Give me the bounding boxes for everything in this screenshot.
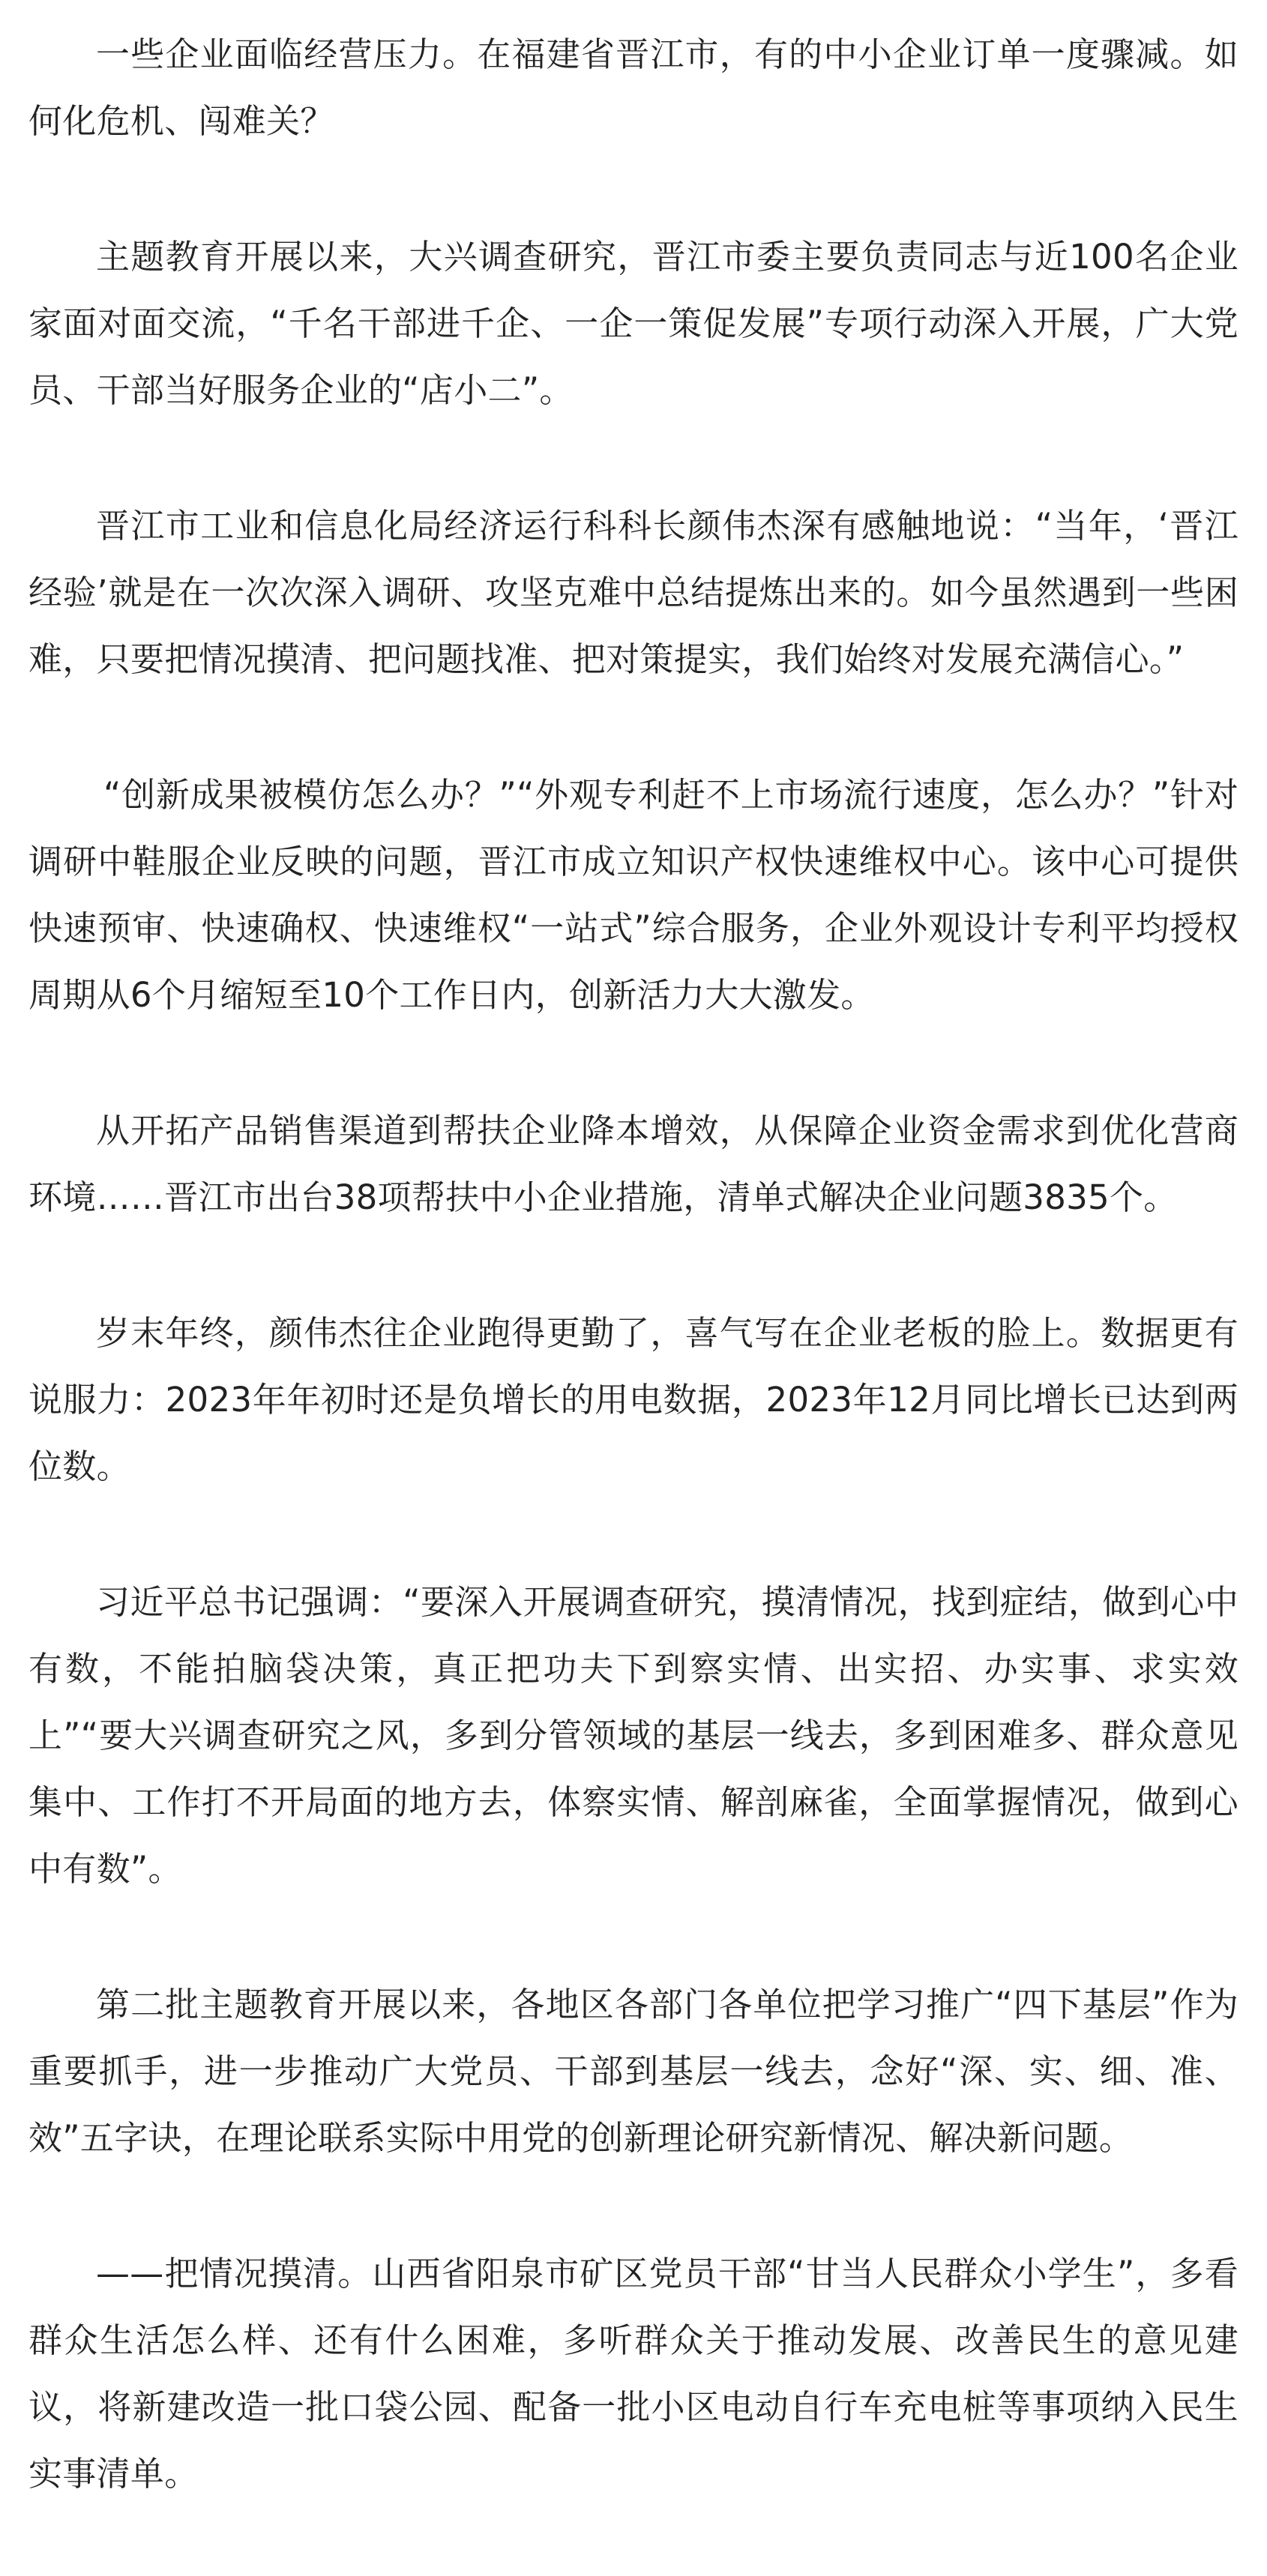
paragraph: 一些企业面临经营压力。在福建省晋江市，有的中小企业订单一度骤减。如何化危机、闯难关？	[28, 34, 1239, 141]
paragraph: 主题教育开展以来，大兴调查研究，晋江市委主要负责同志与近100名企业家面对面交流，“千名干部进千企、一企一策促发展”专项行动深入开展，广大党员、干部当好服务企业的“店小二”。	[28, 237, 1239, 410]
paragraph: 从开拓产品销售渠道到帮扶企业降本增效，从保障企业资金需求到优化营商环境……晋江市出台38项帮扶中小企业措施，清单式解决企业问题3835个。	[28, 1111, 1239, 1217]
paragraph: “创新成果被模仿怎么办？”“外观专利赶不上市场流行速度，怎么办？”针对调研中鞋服企业反映的问题，晋江市成立知识产权快速维权中心。该中心可提供快速预审、快速确权、快速维权“一站式”综合服务，企业外观设计专利平均授权周期从6个月缩短至10个工作日内，创新活力大大激发。	[28, 775, 1239, 1015]
paragraph: 晋江市工业和信息化局经济运行科科长颜伟杰深有感触地说：“当年，‘晋江经验’就是在一次次深入调研、攻坚克难中总结提炼出来的。如今虽然遇到一些困难，只要把情况摸清、把问题找准、把对策提实，我们始终对发展充满信心。”	[28, 506, 1239, 679]
paragraph: 岁末年终，颜伟杰往企业跑得更勤了，喜气写在企业老板的脸上。数据更有说服力：2023年年初时还是负增长的用电数据，2023年12月同比增长已达到两位数。	[28, 1313, 1239, 1486]
paragraph: 习近平总书记强调：“要深入开展调查研究，摸清情况，找到症结，做到心中有数，不能拍脑袋决策，真正把功夫下到察实情、出实招、办实事、求实效上”“要大兴调查研究之风，多到分管领域的基层一线去，多到困难多、群众意见集中、工作打不开局面的地方去，体察实情、解剖麻雀，全面掌握情况，做到心中有数”。	[28, 1582, 1239, 1889]
article-body	[28, 21, 1239, 2576]
paragraph: ——把情况摸清。山西省阳泉市矿区党员干部“甘当人民群众小学生”，多看群众生活怎么样、还有什么困难，多听群众关于推动发展、改善民生的意见建议，将新建改造一批口袋公园、配备一批小区电动自行车充电桩等事项纳入民生实事清单。	[28, 2254, 1239, 2494]
paragraph: 第二批主题教育开展以来，各地区各部门各单位把学习推广“四下基层”作为重要抓手，进一步推动广大党员、干部到基层一线去，念好“深、实、细、准、效”五字诀，在理论联系实际中用党的创新理论研究新情况、解决新问题。	[28, 1985, 1239, 2158]
